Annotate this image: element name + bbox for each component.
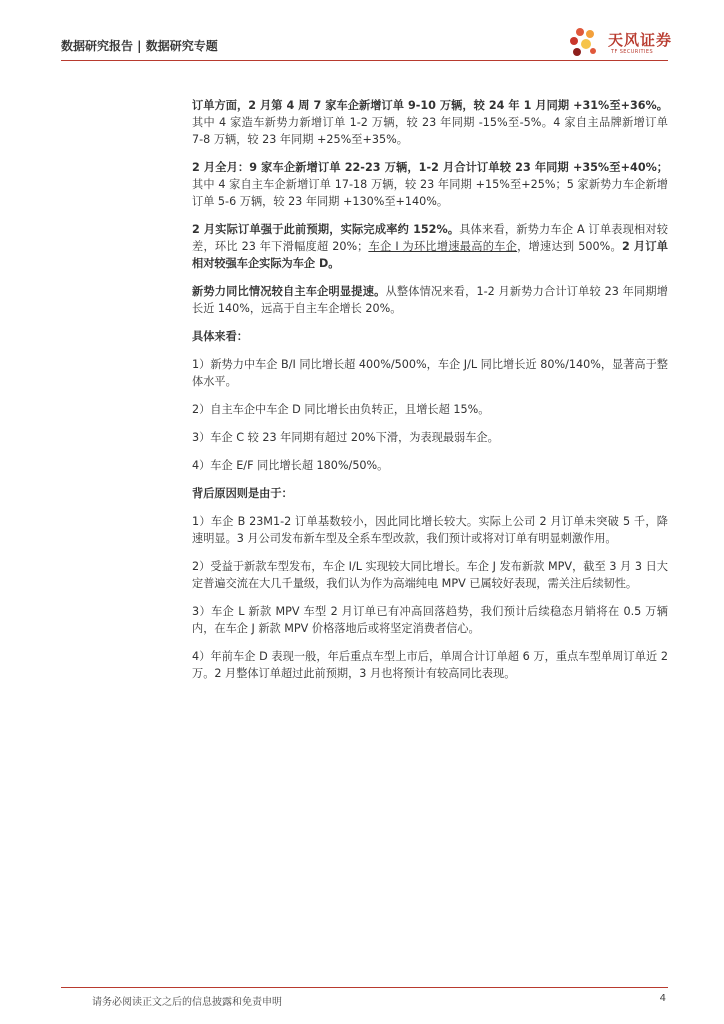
company-logo: [566, 24, 676, 60]
body-text: 具体来看，新势力车企 A 订单表现相对较差，环比 23 年下滑幅度超 20%；: [192, 223, 668, 253]
header-divider: [61, 60, 668, 61]
key-statement: 2 月全月：9 家车企新增订单 22-23 万辆，1-2 月合计订单较 23 年同期 +35%至+40%；: [192, 161, 668, 174]
footer-divider: [61, 987, 668, 988]
list-item: 4）年前车企 D 表现一般，年后重点车型上市后，单周合计订单超 6 万，重点车型单周订单近 2 万。2 月整体订单超过此前预期，3 月也将预计有较高同比表现。: [192, 650, 668, 680]
list-item: 3）车企 C 较 23 年同期有超过 20%下滑，为表现最弱车企。: [192, 431, 499, 444]
list-item: 3）车企 L 新款 MPV 车型 2 月订单已有冲高回落趋势，我们预计后续稳态月销将在 0.5 万辆内，在车企 J 新款 MPV 价格落地后或将坚定消费者信心。: [192, 605, 668, 635]
report-header-title: 数据研究报告 | 数据研究专题: [61, 39, 218, 53]
page-number: 4: [659, 993, 666, 1004]
report-body: [192, 97, 668, 693]
section-heading-reasons: 背后原因则是由于：: [192, 487, 293, 500]
list-item: 2）受益于新款车型发布，车企 I/L 实现较大同比增长。车企 J 发布新款 MPV，截至 3 月 3 日大定普遍交流在大几千量级，我们认为作为高端纯电 MPV 已属较好表现，需关注后续韧性。: [192, 560, 668, 590]
paragraph-new-forces: [192, 283, 668, 317]
footer-disclaimer: 请务必阅读正文之后的信息披露和免责申明: [92, 997, 282, 1008]
body-text: 其中 4 家造车新势力新增订单 1-2 万辆，较 23 年同期 -15%至-5%。4 家自主品牌新增订单 7-8 万辆，较 23 年同期 +25%至+35%。: [192, 116, 668, 146]
section-heading-details: 具体来看：: [192, 330, 248, 343]
body-text: 其中 4 家自主车企新增订单 17-18 万辆，较 23 年同期 +15%至+25%；5 家新势力车企新增订单 5-6 万辆，较 23 年同期 +130%至+140%。: [192, 178, 668, 208]
body-text: ，增速达到 500%。: [517, 240, 622, 253]
body-text: 从整体情况来看，1-2 月新势力合计订单较 23 年同期增长近 140%，远高于自主车企增长 20%。: [192, 285, 668, 315]
logo-text: 天风证券: [608, 31, 673, 49]
key-statement: 2 月订单相对较强车企实际为车企 D。: [192, 240, 668, 270]
logo-subtext: TF SECURITIES: [611, 49, 654, 55]
list-item: 1）车企 B 23M1-2 订单基数较小，因此同比增长较大。实际上公司 2 月订单未突破 5 千，降速明显。3 月公司发布新车型及全系车型改款，我们预计或将对订单有明显刺激作用。: [192, 515, 668, 545]
list-item: 2）自主车企中车企 D 同比增长由负转正，且增长超 15%。: [192, 403, 490, 416]
paragraph-orders-week: [192, 97, 668, 148]
key-statement: 订单方面，2 月第 4 周 7 家车企新增订单 9-10 万辆，较 24 年 1 月同期 +31%至+36%。: [192, 99, 668, 112]
list-item: 1）新势力中车企 B/I 同比增长超 400%/500%，车企 J/L 同比增长近 80%/140%，显著高于整体水平。: [192, 358, 668, 388]
key-statement: 新势力同比情况较自主车企明显提速。: [192, 285, 386, 298]
underlined-text: 车企 I 为环比增速最高的车企: [368, 240, 518, 253]
list-item: 4）车企 E/F 同比增长超 180%/50%。: [192, 459, 389, 472]
flower-logo-icon: [566, 24, 606, 60]
paragraph-orders-month: [192, 159, 668, 210]
paragraph-actual-orders: [192, 221, 668, 272]
key-statement: 2 月实际订单强于此前预期，实际完成率约 152%。: [192, 223, 460, 236]
